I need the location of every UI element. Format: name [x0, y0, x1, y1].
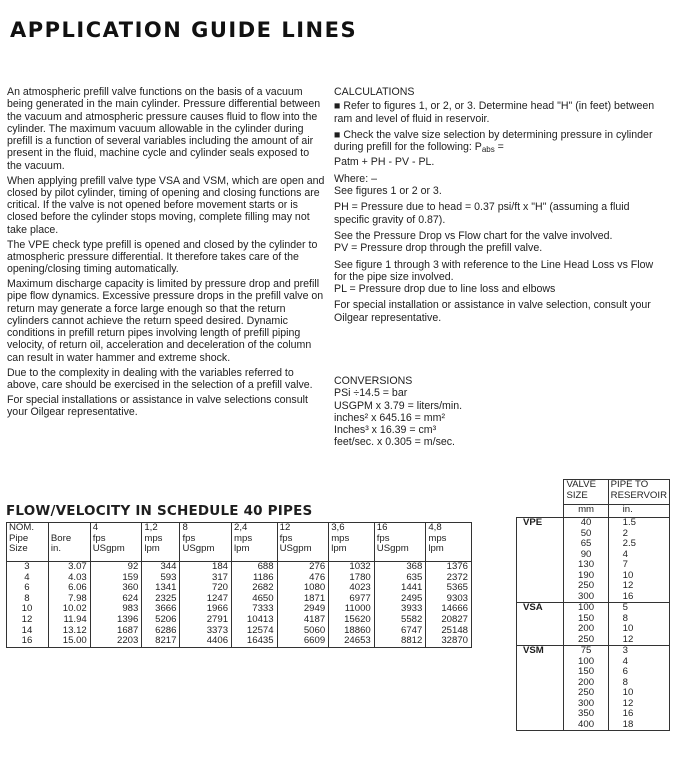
cell-value: 3666 [155, 603, 177, 615]
equals-sign: = [494, 141, 504, 154]
paragraph: For special installations or assistance in valve selections consult your Oilgear representative. [7, 393, 308, 418]
cell-value: 2682 [252, 582, 274, 594]
header-line: fps [92, 532, 106, 544]
cell-value: 3 [622, 645, 628, 656]
table-cell [90, 562, 142, 648]
cell-value: 2495 [401, 592, 423, 604]
calc-line: PV = Pressure drop through the prefill valve. [334, 242, 543, 255]
cell-value: 1247 [206, 592, 229, 604]
header-line: fps [279, 532, 293, 544]
cell-value: 18 [622, 718, 634, 730]
valve-unit-row [517, 505, 670, 518]
column-header [142, 523, 180, 562]
calc-line: See figure 1 through 3 with reference to the Line Head Loss vs Flow for the pipe size involved. [334, 258, 654, 283]
cell-value: 2325 [155, 592, 177, 604]
valve-type: VPE [517, 518, 564, 603]
cell-value: 5060 [303, 624, 326, 636]
cell-value: 368 [406, 561, 423, 572]
header-line: mps [428, 532, 447, 544]
cell-value: 250 [578, 633, 595, 645]
header-line: USgpm [182, 543, 215, 555]
table-cell [329, 562, 375, 648]
cell-value: 624 [122, 592, 139, 604]
cell-value: 250 [578, 687, 595, 698]
header-line: mps [144, 532, 163, 544]
header-line: USgpm [92, 543, 125, 555]
cell-value: 200 [578, 676, 595, 688]
valve-sizes [564, 646, 608, 731]
cell-value: 14666 [441, 603, 468, 615]
header-line: mps [234, 532, 253, 544]
valve-table-body [517, 480, 670, 731]
cell-value: 90 [580, 548, 592, 560]
conversion-line: PSi ÷14.5 = bar [334, 387, 408, 400]
cell-value: 10 [622, 687, 634, 698]
cell-value: 2791 [206, 613, 229, 625]
cell-value: 1341 [155, 582, 177, 594]
header-line: 2,4 [234, 522, 248, 533]
valve-group-row [517, 646, 670, 731]
cell-value: 130 [578, 559, 595, 570]
calc-line: See figures 1 or 2 or 3. [334, 185, 442, 198]
abs-subscript: abs [481, 145, 495, 155]
calc-line: For special installation or assistance in valve selection, consult your Oilgear representative. [334, 299, 651, 324]
cell-value: 4 [622, 655, 628, 667]
cell-value: 5365 [446, 582, 468, 594]
cell-value: 100 [578, 655, 595, 667]
cell-value: 12 [622, 580, 634, 591]
cell-value: 10413 [246, 613, 274, 625]
cell-value: 1687 [116, 624, 139, 636]
cell-value: 1186 [252, 571, 274, 583]
cell-value: 360 [122, 582, 139, 594]
table-cell [374, 562, 426, 648]
header-line: lpm [234, 543, 250, 555]
cell-value: 6 [622, 666, 628, 677]
cell-value: 7333 [252, 603, 274, 615]
valve-type: VSA [517, 603, 564, 646]
cell-value: 6286 [155, 624, 177, 636]
cell-value: 4406 [206, 635, 229, 647]
cell-value: 350 [578, 708, 595, 719]
paragraph: When applying prefill valve type VSA and VSM, which are open and closed by pilot cylinder, timing of opening and closing functions are critical. If the valve is not opened before movement starts or is closed before the cylinder stops moving, complete filling may not take place. [7, 174, 325, 236]
cell-value: 3933 [401, 603, 423, 615]
cell-value: 150 [578, 666, 595, 677]
pipe-sizes [608, 518, 669, 603]
paragraph: The VPE check type prefill is opened and closed by the cylinder to atmospheric pressure differential. It therefore takes care of the opening/closing timing automatically. [7, 238, 318, 276]
cell-value: 1080 [303, 582, 326, 594]
paragraph: Due to the complexity in dealing with the variables referred to above, care should be exercised in the selection of a prefill valve. [7, 366, 313, 391]
formula: Patm + PH - PV - PL. [334, 156, 435, 169]
cell-value: 8217 [155, 635, 177, 647]
header-line: 8 [182, 522, 188, 533]
valve-size-header [564, 480, 608, 505]
header-line: 12 [279, 522, 291, 533]
valve-header-row [517, 480, 670, 505]
header-line: Size [9, 543, 28, 555]
page-title: APPLICATION GUIDE LINES [10, 18, 358, 42]
column-header [329, 523, 375, 562]
flow-velocity-table [6, 522, 472, 648]
cell-value: 25148 [441, 624, 468, 636]
cell-value: 190 [578, 569, 595, 581]
header-line: 4 [92, 522, 99, 533]
column-header [232, 523, 278, 562]
header-line: 16 [376, 522, 388, 533]
paragraph: An atmospheric prefill valve functions on the basis of a vacuum being generated in the main cylinder. Pressure differential between the vacuum and atmospheric pressure causes fluid to flow into the cylinder. The maximum vacuum allowable in the cylinder during prefill is a function of several variables including the amount of air present in the fluid, machine cycle and cylinder seals exposed to the vacuum. [7, 86, 321, 172]
header-line: PIPE TO [610, 479, 649, 490]
cell-value: 6609 [303, 635, 326, 647]
conversion-line: USGPM x 3.79 = liters/min. [334, 399, 463, 412]
cell-value: 7.98 [68, 592, 87, 604]
header-line: SIZE [566, 489, 588, 501]
conversions-section [334, 375, 462, 449]
cell-value: 1.5 [622, 517, 636, 528]
header-line: 4,8 [428, 522, 442, 533]
cell-value: 10 [21, 603, 33, 615]
cell-value: 344 [160, 561, 177, 572]
calc-line: See the Pressure Drop vs Flow chart for the valve involved. [334, 229, 613, 242]
cell-value: 12574 [246, 624, 274, 636]
cell-value: 150 [578, 612, 595, 624]
cell-value: 1376 [446, 561, 468, 572]
cell-value: 2 [622, 527, 628, 539]
header-line: mps [331, 532, 350, 544]
header-line: lpm [428, 543, 444, 555]
table-cell [180, 562, 232, 648]
cell-value: 4650 [252, 592, 274, 604]
pipe-sizes [608, 603, 669, 646]
table-header-row [7, 523, 472, 562]
cell-value: 8 [622, 676, 628, 688]
paragraph: Maximum discharge capacity is limited by pressure drop and prefill pipe flow dynamics. Excessive pressure drops in the prefill valve on return may generate a force large enough so that the return cylinders cannot achieve the return speed desired. Dynamic conditions in prefill return pipes involving length of prefill piping velocity, of return oil, acceleration and deceleration of the column can result in water hammer and extreme shock. [7, 277, 324, 364]
cell-value: 2203 [116, 635, 139, 647]
header-line: 1,2 [144, 522, 158, 533]
conversion-line: feet/sec. x 0.305 = m/sec. [334, 436, 456, 449]
pipe-sizes [608, 646, 669, 731]
column-header [180, 523, 232, 562]
cell-value: 276 [309, 561, 326, 572]
cell-value: 10 [622, 623, 634, 634]
cell-value: 8 [24, 592, 30, 604]
cell-value: 2.5 [622, 538, 636, 549]
cell-value: 983 [122, 603, 139, 615]
cell-value: 12 [21, 613, 33, 625]
cell-value: 16 [622, 590, 634, 602]
cell-value: 200 [578, 623, 595, 634]
cell-value: 16435 [246, 635, 274, 647]
cell-value: 317 [212, 571, 229, 583]
header-line: fps [376, 532, 390, 544]
cell-value: 476 [309, 571, 326, 583]
header-line: USgpm [279, 543, 312, 555]
header-line: lpm [331, 543, 347, 555]
cell-value: 4023 [349, 582, 371, 594]
valve-group-row [517, 603, 670, 646]
unit-pipe: in. [608, 505, 669, 518]
blank-cell [517, 480, 564, 505]
table-cell [426, 562, 472, 648]
cell-value: 11.94 [63, 613, 87, 625]
cell-value: 100 [578, 602, 595, 613]
cell-value: 5582 [401, 613, 423, 625]
where-label: Where: – [334, 172, 377, 185]
cell-value: 24653 [344, 635, 371, 647]
cell-value: 250 [578, 580, 595, 591]
cell-value: 32870 [441, 635, 468, 647]
cell-value: 1780 [349, 571, 371, 583]
cell-value: 11000 [344, 603, 371, 615]
cell-value: 1966 [206, 603, 229, 615]
table-row [7, 562, 472, 648]
cell-value: 10 [622, 569, 634, 581]
header-line: 3,6 [331, 522, 345, 533]
calc-bullet-text: ■ Check the valve size selection by determining pressure in cylinder during prefill for the following: [334, 128, 653, 154]
cell-value: 1396 [116, 613, 139, 625]
calc-line: PL = Pressure drop due to line loss and elbows [334, 283, 556, 296]
cell-value: 12 [622, 697, 634, 709]
cell-value: 184 [212, 561, 229, 572]
cell-value: 3 [24, 561, 30, 572]
header-line: Bore [50, 532, 72, 544]
cell-value: 7 [622, 559, 628, 570]
conversion-line: inches² x 645.16 = mm² [334, 411, 445, 424]
cell-value: 8812 [401, 635, 423, 647]
table-cell [7, 562, 49, 648]
conversions-heading: CONVERSIONS [334, 375, 413, 387]
column-header [426, 523, 472, 562]
cell-value: 10.02 [62, 603, 87, 615]
cell-value: 6747 [401, 624, 423, 636]
cell-value: 16 [21, 635, 33, 647]
pipe-header [608, 480, 669, 505]
cell-value: 688 [257, 561, 274, 572]
column-header [7, 523, 49, 562]
valve-sizes [564, 603, 608, 646]
cell-value: 6.06 [68, 582, 87, 594]
cell-value: 159 [122, 571, 139, 583]
header-line: lpm [144, 543, 160, 555]
cell-value: 13.12 [62, 624, 87, 636]
calculations-heading: CALCULATIONS [334, 86, 415, 98]
cell-value: 593 [160, 571, 177, 583]
table-cell [277, 562, 329, 648]
cell-value: 6 [24, 582, 30, 594]
cell-value: 4 [24, 571, 30, 583]
header-line: VALVE [566, 479, 596, 490]
cell-value: 15620 [344, 613, 371, 625]
p-abs-symbol: P [474, 141, 482, 154]
header-line: fps [182, 532, 196, 544]
blank-cell [517, 505, 564, 518]
valve-type: VSM [517, 646, 564, 731]
calc-line: PH = Pressure due to head = 0.37 psi/ft x "H" (assuming a fluid specific gravity of 0.87). [334, 201, 630, 226]
unit-size: mm [564, 505, 608, 518]
conversion-line: Inches³ x 16.39 = cm³ [334, 424, 437, 437]
cell-value: 3.07 [68, 561, 87, 572]
valve-sizes [564, 518, 608, 603]
cell-value: 3373 [206, 624, 229, 636]
cell-value: 5 [622, 602, 628, 613]
cell-value: 18860 [344, 624, 371, 636]
cell-value: 720 [212, 582, 229, 594]
column-header [48, 523, 90, 562]
header-line: Pipe [9, 532, 29, 544]
header-line: RESERVOIR [610, 489, 667, 501]
cell-value: 400 [578, 718, 595, 730]
cell-value: 4187 [303, 613, 326, 625]
table-cell [48, 562, 90, 648]
header-line: NOM. [9, 522, 35, 533]
cell-value: 75 [580, 645, 592, 656]
header-line: in. [50, 543, 62, 555]
intro-text [7, 86, 325, 421]
cell-value: 1032 [349, 561, 371, 572]
valve-size-table [516, 479, 670, 731]
cell-value: 4.03 [68, 571, 87, 583]
table-cell [142, 562, 180, 648]
cell-value: 1871 [303, 592, 326, 604]
cell-value: 15.00 [62, 635, 87, 647]
cell-value: 20827 [441, 613, 468, 625]
cell-value: 9303 [446, 592, 468, 604]
cell-value: 50 [580, 527, 592, 539]
calculations-section [334, 86, 664, 324]
column-header [277, 523, 329, 562]
cell-value: 12 [622, 633, 634, 645]
column-header [374, 523, 426, 562]
cell-value: 8 [622, 612, 628, 624]
cell-value: 5206 [155, 613, 177, 625]
cell-value: 16 [622, 708, 634, 719]
flow-table-title: FLOW/VELOCITY IN SCHEDULE 40 PIPES [6, 503, 313, 519]
table-cell [232, 562, 278, 648]
cell-value: 2372 [446, 571, 468, 583]
cell-value: 6977 [349, 592, 371, 604]
calc-bullet: ■ Refer to figures 1, or 2, or 3. Determine head "H" (in feet) between ram and level of fluid in reservoir. [334, 100, 655, 125]
cell-value: 2949 [303, 603, 326, 615]
cell-value: 300 [578, 697, 595, 709]
cell-value: 635 [406, 571, 423, 583]
header-line: USgpm [376, 543, 409, 555]
cell-value: 4 [622, 548, 628, 560]
valve-group-row [517, 518, 670, 603]
cell-value: 40 [580, 517, 592, 528]
calc-bullet [334, 129, 664, 157]
cell-value: 14 [21, 624, 33, 636]
cell-value: 92 [127, 561, 139, 572]
cell-value: 65 [580, 538, 592, 549]
column-header [90, 523, 142, 562]
cell-value: 1441 [401, 582, 423, 594]
cell-value: 300 [578, 590, 595, 602]
